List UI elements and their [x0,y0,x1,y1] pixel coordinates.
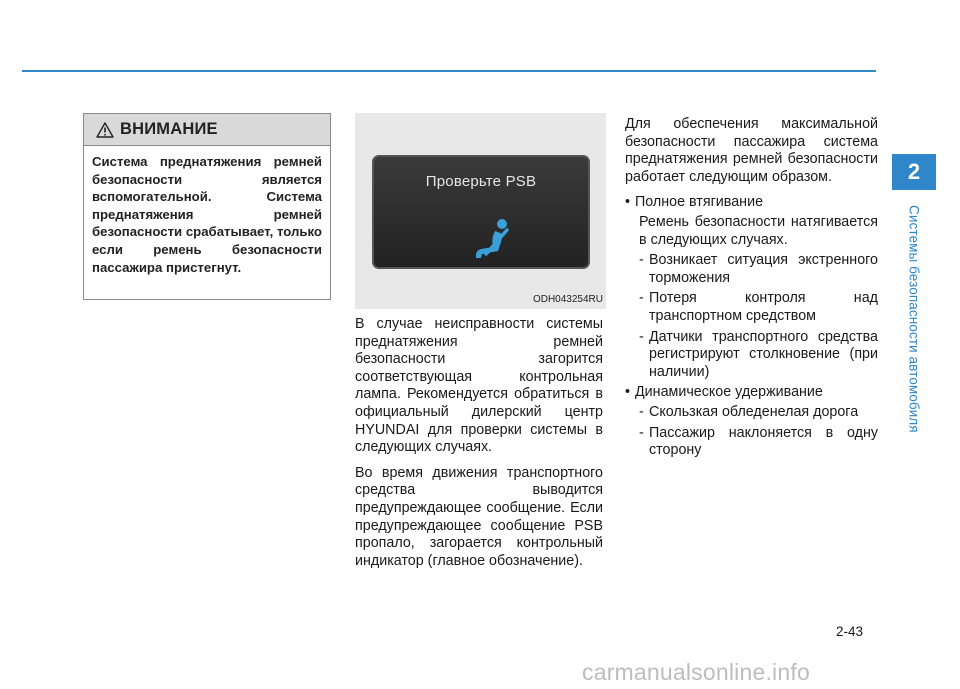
list-item: - Потеря контроля над транспортном средством [639,290,878,324]
chapter-title-side [896,203,932,435]
bullet-dynamic-hold [625,384,878,402]
figure-code: ODH043254RU [532,294,603,305]
bullet-label: Полное втягивание [635,194,764,211]
chapter-number: 2 [907,159,921,184]
warning-box [83,113,331,300]
watermark: carmanualsonline.info [582,659,810,685]
seatbelt-warning-icon [473,217,513,261]
warning-text: Система преднатяжения ремней безопасности является вспомогательной. Система преднатяжения ремней безопасности срабатывает, только если ремень безопасности пассажира пристегнут. [92,154,322,275]
page-number: 2-43 [836,624,864,639]
paragraph-warning-message: Во время движения транспортного средства выводится предупреждающее сообщение. Если предупреждающее сообщение PSB пропало, загорается контрольный индикатор (главное обозначение). [355,464,603,569]
warning-header [84,114,330,146]
cluster-display [372,155,590,269]
right-column [625,116,878,463]
chapter-number-tab [892,154,936,190]
paragraph-intro: Для обеспечения максимальной безопасности пассажира система преднатяжения ремней безопасности работает следующим образом. [625,116,878,185]
paragraph-malfunction: В случае неисправности системы преднатяжения ремней безопасности загорится соответствующая контрольная лампа. Рекомендуется обратиться в официальный дилерский центр HYUNDAI для проверки системы в следующих случаях. [355,316,603,456]
top-rule [22,70,876,72]
middle-column [355,316,603,578]
list-item: - Пассажир наклоняется в одну сторону [639,424,878,459]
bullet-full-retraction [625,194,878,212]
chapter-title: Системы безопасности автомобиля [906,205,922,433]
bullet-description: Ремень безопасности натягивается в следующих случаях. [639,213,878,248]
list-item: - Скользкая обледенелая дорога [639,403,859,420]
warning-title: ВНИМАНИЕ [120,120,218,138]
warning-triangle-icon [96,122,114,138]
bullet-label: Динамическое удерживание [635,384,823,401]
display-message: Проверьте PSB [425,173,537,190]
list-item: - Возникает ситуация экстренного торможения [639,252,878,286]
bullet-marker: • [625,194,631,211]
cluster-figure [355,113,606,309]
bullet-marker: • [625,384,631,401]
list-item: - Датчики транспортного средства регистрируют столкновение (при наличии) [639,328,878,380]
